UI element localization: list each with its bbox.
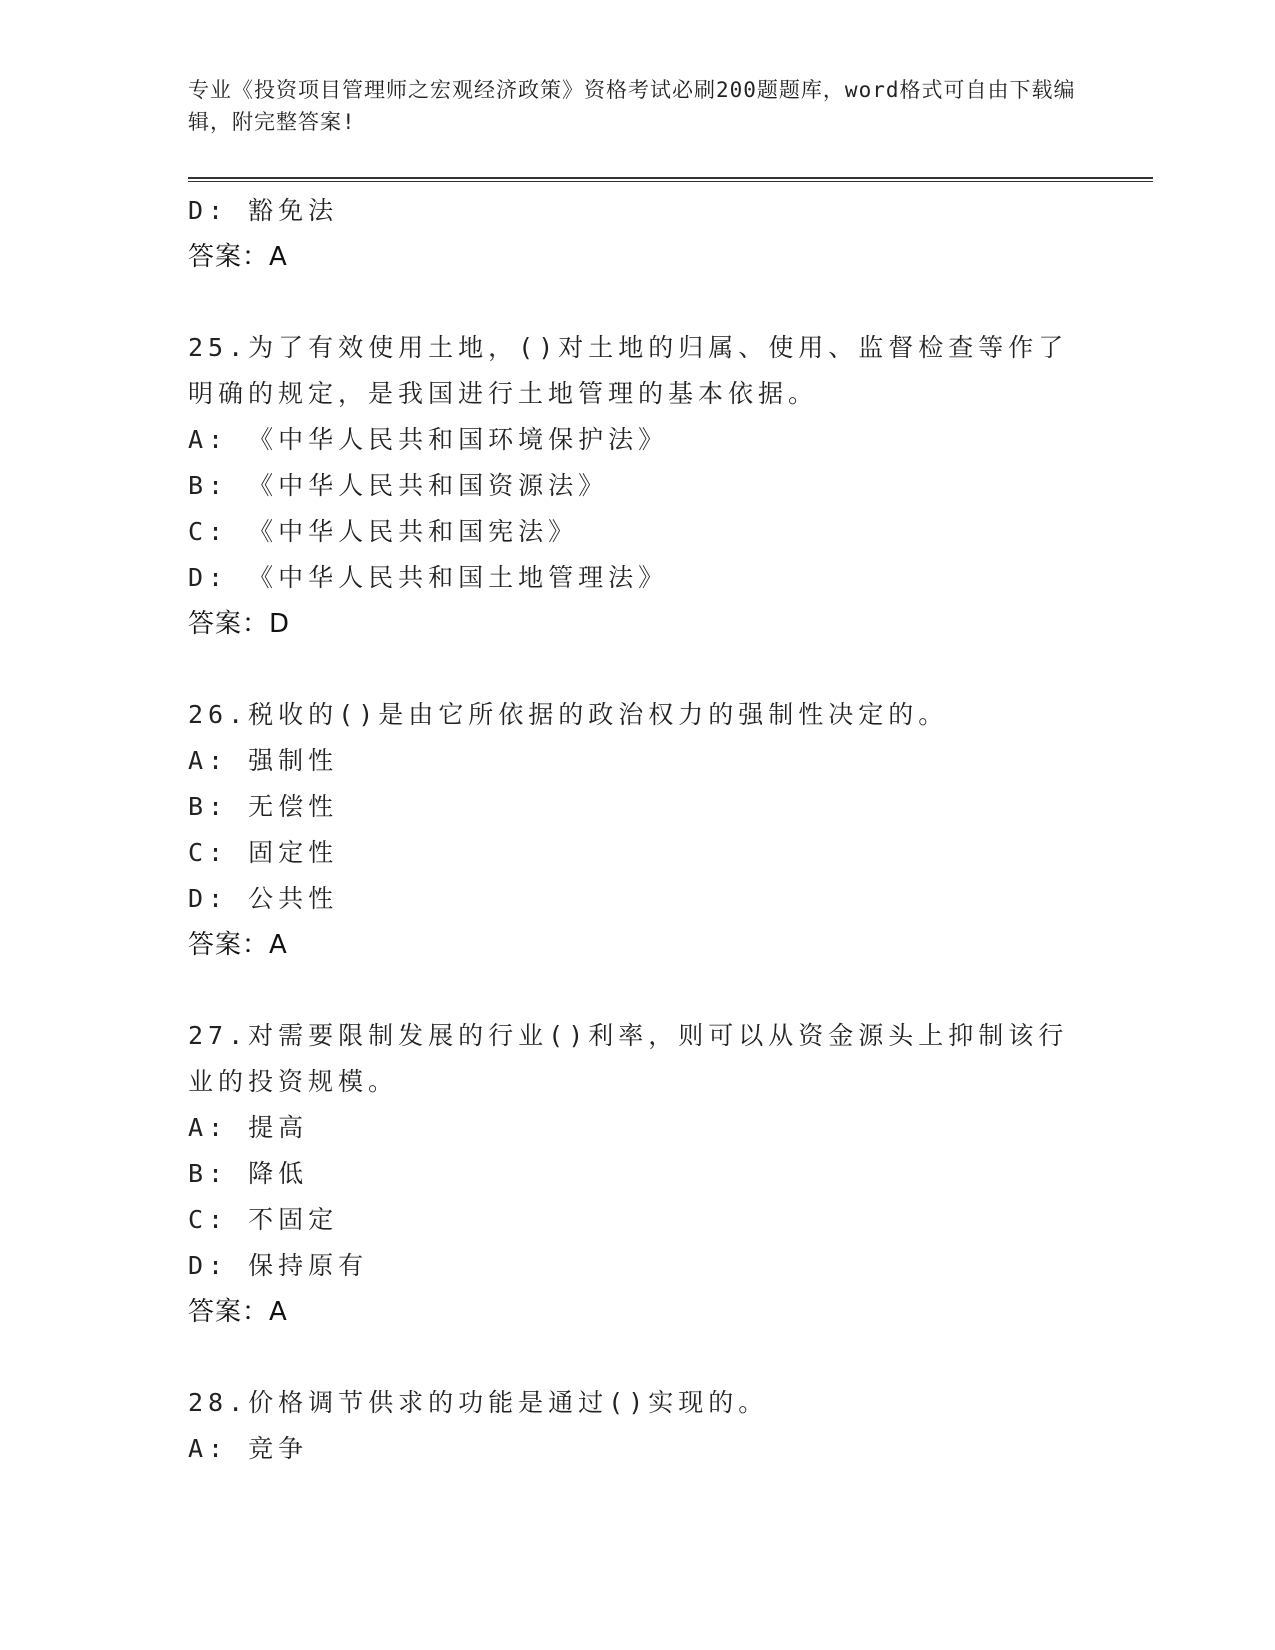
- question-27: [188, 1013, 1088, 1335]
- spacer: [188, 647, 1088, 692]
- option-a: A: 《中华人民共和国环境保护法》: [188, 425, 669, 454]
- question-28: [188, 1380, 1088, 1472]
- answer: 答案：A: [188, 930, 288, 960]
- option-d: D: 保持原有: [188, 1251, 369, 1280]
- question-stem: 26.税收的()是由它所依据的政治权力的强制性决定的。: [188, 700, 949, 729]
- page-header: 专业《投资项目管理师之宏观经济政策》资格考试必刷200题题库，word格式可自由下载编辑，附完整答案!: [188, 78, 1076, 134]
- question-stem: 27.对需要限制发展的行业()利率，则可以从资金源头上抑制该行业的投资规模。: [188, 1021, 1069, 1096]
- answer: 答案：D: [188, 609, 291, 639]
- document-body: [188, 188, 1088, 1472]
- question-25: [188, 325, 1088, 647]
- spacer: [188, 968, 1088, 1013]
- prev-option-d: D: 豁免法: [188, 196, 339, 225]
- option-c: C: 固定性: [188, 838, 339, 867]
- option-a: A: 竞争: [188, 1434, 309, 1463]
- spacer: [188, 1335, 1088, 1380]
- option-b: B: 《中华人民共和国资源法》: [188, 471, 609, 500]
- option-d: D: 《中华人民共和国土地管理法》: [188, 563, 669, 592]
- prev-answer: 答案：A: [188, 242, 288, 272]
- option-a: A: 提高: [188, 1113, 309, 1142]
- question-26: [188, 692, 1088, 968]
- option-c: C: 不固定: [188, 1205, 339, 1234]
- option-b: B: 无偿性: [188, 792, 339, 821]
- option-c: C: 《中华人民共和国宪法》: [188, 517, 579, 546]
- header-divider: [188, 177, 1153, 182]
- question-stem: 25.为了有效使用土地，()对土地的归属、使用、监督检查等作了明确的规定，是我国进行土地管理的基本依据。: [188, 333, 1069, 408]
- option-d: D: 公共性: [188, 884, 339, 913]
- option-b: B: 降低: [188, 1159, 309, 1188]
- spacer: [188, 280, 1088, 325]
- answer: 答案：A: [188, 1297, 288, 1327]
- question-stem: 28.价格调节供求的功能是通过()实现的。: [188, 1388, 769, 1417]
- option-a: A: 强制性: [188, 746, 339, 775]
